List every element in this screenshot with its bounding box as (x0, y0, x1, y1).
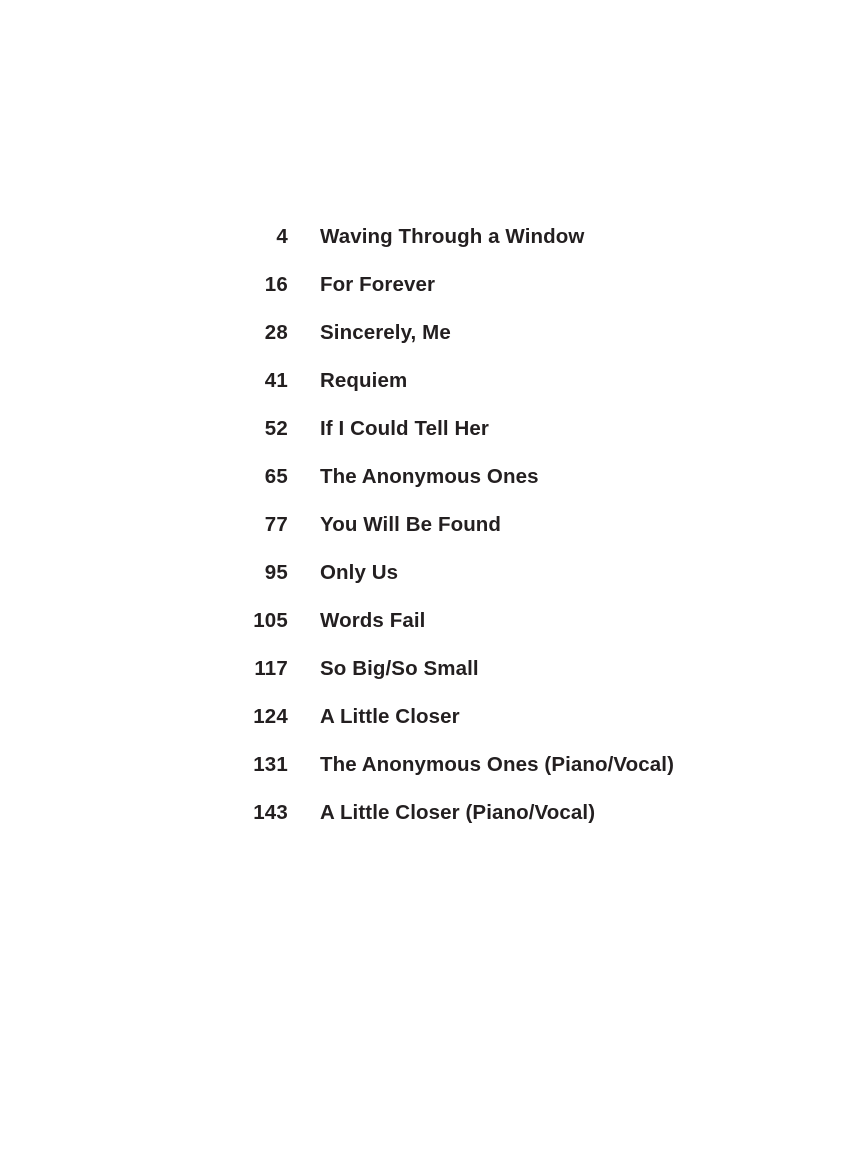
toc-entry (0, 513, 864, 561)
toc-entry-page-number: 16 (264, 273, 288, 296)
toc-entry (0, 273, 864, 321)
toc-entry (0, 609, 864, 657)
toc-entry-page-number: 52 (264, 417, 288, 440)
toc-entry (0, 561, 864, 609)
toc-entry-title: Sincerely, Me (320, 321, 451, 344)
toc-entry (0, 225, 864, 273)
toc-entry (0, 321, 864, 369)
toc-entry-page-number: 124 (253, 705, 288, 728)
toc-entry-page-number: 41 (264, 369, 288, 392)
toc-entry-page-number: 95 (264, 561, 288, 584)
toc-entry (0, 465, 864, 513)
toc-entry-title: A Little Closer (Piano/Vocal) (320, 801, 596, 824)
toc-entry (0, 417, 864, 465)
toc-entry-page-number: 65 (264, 465, 288, 488)
toc-entry-title: The Anonymous Ones (Piano/Vocal) (320, 753, 675, 776)
toc-entry-title: The Anonymous Ones (320, 465, 539, 488)
toc-entry-page-number: 105 (253, 609, 288, 632)
toc-entry-title: You Will Be Found (320, 513, 502, 536)
toc-entry-page-number: 131 (253, 753, 288, 776)
toc-entry-title: If I Could Tell Her (320, 417, 489, 440)
toc-entry-title: So Big/So Small (320, 657, 479, 680)
toc-entry (0, 369, 864, 417)
toc-entry (0, 801, 864, 849)
toc-entry-page-number: 143 (253, 801, 288, 824)
toc-entry-title: For Forever (320, 273, 436, 296)
toc-entry-title: Requiem (320, 369, 408, 392)
toc-entry-title: Only Us (320, 561, 399, 584)
toc-entry-title: Waving Through a Window (320, 225, 585, 248)
toc-entry (0, 705, 864, 753)
toc-entry-page-number: 117 (254, 657, 288, 680)
toc-entry (0, 753, 864, 801)
toc-entry-title: A Little Closer (320, 705, 460, 728)
toc-entry-page-number: 28 (264, 321, 288, 344)
toc-entry (0, 657, 864, 705)
toc-entry-page-number: 77 (264, 513, 288, 536)
table-of-contents (0, 225, 864, 849)
toc-entry-page-number: 4 (276, 225, 288, 248)
toc-entry-title: Words Fail (320, 609, 426, 632)
